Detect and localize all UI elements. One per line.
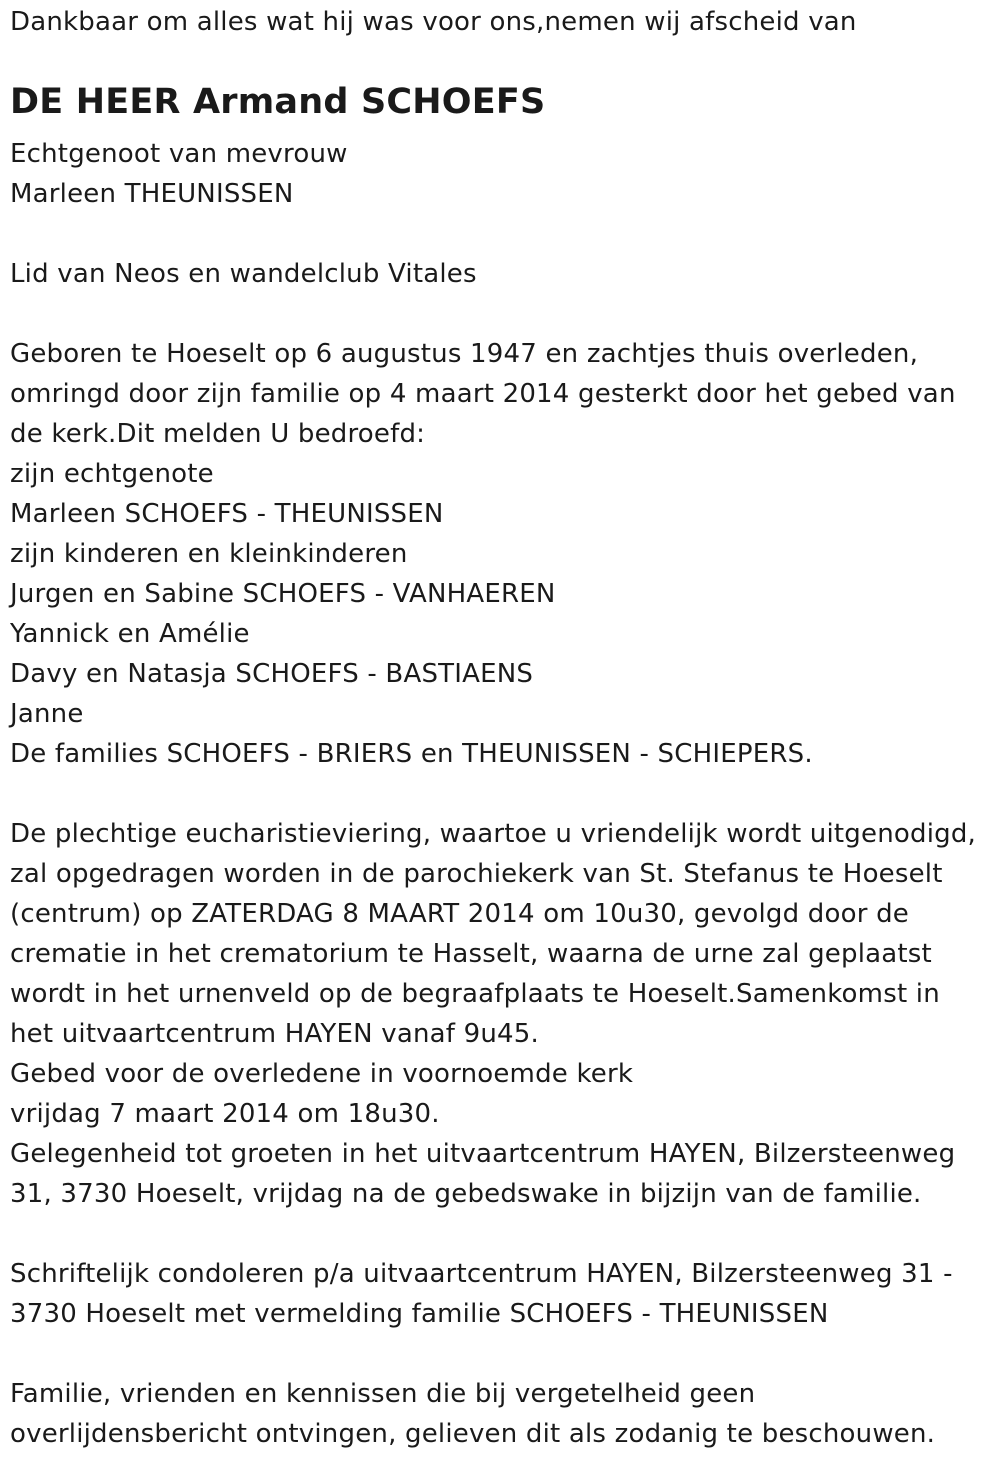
spacer <box>10 214 994 254</box>
spacer <box>10 294 994 334</box>
condolences-line: 3730 Hoeselt met vermelding familie SCHOEFS - THEUNISSEN <box>10 1299 829 1329</box>
ceremony-line: crematie in het crematorium te Hasselt, waarna de urne zal geplaatst <box>10 939 932 969</box>
spacer <box>10 1214 994 1254</box>
family-member: Marleen SCHOEFS - THEUNISSEN <box>10 499 444 529</box>
ceremony-line: (centrum) op ZATERDAG 8 MAART 2014 om 10u30, gevolgd door de <box>10 899 909 929</box>
ceremony-line: De plechtige eucharistieviering, waartoe u vriendelijk wordt uitgenodigd, <box>10 819 976 849</box>
announcement-line: Geboren te Hoeselt op 6 augustus 1947 en zachtjes thuis overleden, <box>10 339 919 369</box>
ceremony-line: het uitvaartcentrum HAYEN vanaf 9u45. <box>10 1019 539 1049</box>
ceremony-line: Gebed voor de overledene in voornoemde kerk <box>10 1059 634 1089</box>
condolences-line: Schriftelijk condoleren p/a uitvaartcentrum HAYEN, Bilzersteenweg 31 - <box>10 1259 953 1289</box>
closing-line: Familie, vrienden en kennissen die bij vergetelheid geen <box>10 1379 756 1409</box>
ceremony-section <box>10 814 994 1214</box>
death-notice <box>10 2 994 1454</box>
condolences-section <box>10 1254 994 1334</box>
spacer <box>10 774 994 814</box>
spacer <box>10 1334 994 1374</box>
family-member: Davy en Natasja SCHOEFS - BASTIAENS <box>10 659 534 689</box>
closing-section <box>10 1374 994 1454</box>
spouse-line: Echtgenoot van mevrouw <box>10 139 348 169</box>
deceased-name: DE HEER Armand SCHOEFS <box>10 82 546 122</box>
ceremony-line: vrijdag 7 maart 2014 om 18u30. <box>10 1099 440 1129</box>
announcement-line: de kerk.Dit melden U bedroefd: <box>10 419 426 449</box>
family-member: De families SCHOEFS - BRIERS en THEUNISSEN - SCHIEPERS. <box>10 739 813 769</box>
ceremony-line: 31, 3730 Hoeselt, vrijdag na de gebedswake in bijzijn van de familie. <box>10 1179 922 1209</box>
ceremony-line: wordt in het urnenveld op de begraafplaats te Hoeselt.Samenkomst in <box>10 979 940 1009</box>
announcement-section <box>10 334 994 774</box>
family-member: Yannick en Amélie <box>10 619 250 649</box>
ceremony-line: Gelegenheid tot groeten in het uitvaartcentrum HAYEN, Bilzersteenweg <box>10 1139 956 1169</box>
announcement-line: omringd door zijn familie op 4 maart 2014 gesterkt door het gebed van <box>10 379 956 409</box>
family-label: zijn kinderen en kleinkinderen <box>10 539 408 569</box>
spouse-name: Marleen THEUNISSEN <box>10 179 294 209</box>
intro-text: Dankbaar om alles wat hij was voor ons,nemen wij afscheid van <box>10 7 857 37</box>
closing-line: overlijdensbericht ontvingen, gelieven dit als zodanig te beschouwen. <box>10 1419 936 1449</box>
family-member: Janne <box>10 699 84 729</box>
family-member: Jurgen en Sabine SCHOEFS - VANHAEREN <box>10 579 556 609</box>
membership-text: Lid van Neos en wandelclub Vitales <box>10 259 477 289</box>
family-label: zijn echtgenote <box>10 459 214 489</box>
ceremony-line: zal opgedragen worden in de parochiekerk van St. Stefanus te Hoeselt <box>10 859 943 889</box>
